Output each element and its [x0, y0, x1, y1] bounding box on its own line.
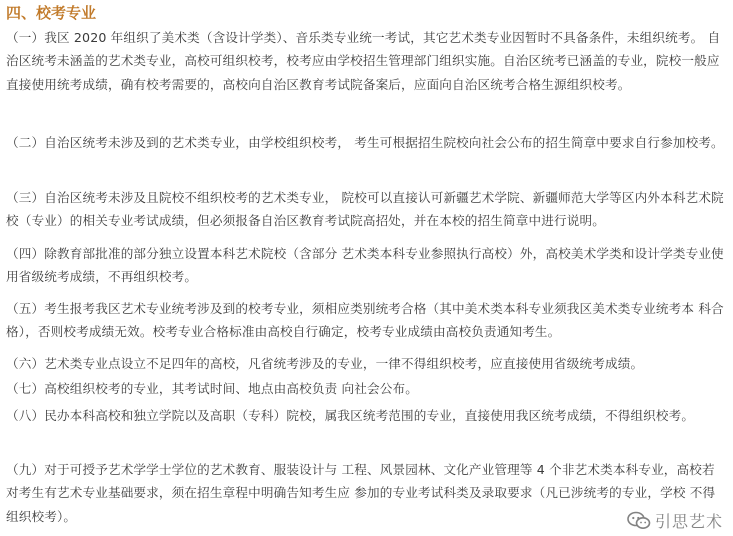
paragraph-6: （六）艺术类专业点设立不足四年的高校，凡省统考涉及的专业，一律不得组织校考，应直接使用省级统考成绩。 — [6, 356, 644, 371]
wechat-bubble-icon — [627, 510, 651, 532]
paragraph-1: （一）我区 2020 年组织了美术类（含设计学类）、音乐类专业统一考试，其它艺术类专业因暂时不具备条件，未组织统考。 自治区统考未涵盖的艺术类专业，高校可组织校考，校考应由学校招生管理部门组织实施。自治区统考已涵盖的专业，院校一般应直接使用统考成绩，确有校考需要的，高校向自治区教育考试院备案后，应面向自治区统考合格生源组织校考。 — [6, 30, 721, 92]
paragraph-3: （三）自治区统考未涉及且院校不组织校考的艺术类专业， 院校可以直接认可新疆艺术学院、新疆师范大学等区内外本科艺术院校（专业）的相关专业考试成绩，但必须报备自治区教育考试院高招处，并在本校的招生简章中进行说明。 — [6, 190, 724, 229]
paragraph-4: （四）除教育部批准的部分独立设置本科艺术院校（含部分 艺术类本科专业参照执行高校）外，高校美术学类和设计学类专业使用省级统考成绩，不再组织校考。 — [6, 246, 724, 285]
section-title: 四、校考专业 — [6, 4, 97, 22]
paragraph-8: （八）民办本科高校和独立学院以及高职（专科）院校，属我区统考范围的专业，直接使用我区统考成绩，不得组织校考。 — [6, 408, 695, 423]
watermark — [627, 509, 723, 532]
paragraph-2: （二）自治区统考未涉及到的艺术类专业，由学校组织校考， 考生可根据招生院校向社会公布的招生简章中要求自行参加校考。 — [6, 135, 724, 150]
paragraph-7: （七）高校组织校考的专业，其考试时间、地点由高校负责 向社会公布。 — [6, 381, 418, 396]
watermark-text: 引思艺术 — [654, 512, 723, 531]
paragraph-9: （九）对于可授予艺术学学士学位的艺术教育、服装设计与 工程、风景园林、文化产业管理等 4 个非艺术类本科专业，高校若对考生有艺术专业基础要求，须在招生章程中明确告知考生应 参加的专业考试科类及录取要求（凡已涉统考的专业，学校 不得组织校考）。 — [6, 462, 716, 524]
paragraph-5: （五）考生报考我区艺术专业统考涉及到的校考专业，须相应类别统考合格（其中美术类本科专业须我区美术类专业统考本 科合格），否则校考成绩无效。校考专业合格标准由高校自行确定，校考专业成绩由高校负责通知考生。 — [6, 301, 724, 340]
